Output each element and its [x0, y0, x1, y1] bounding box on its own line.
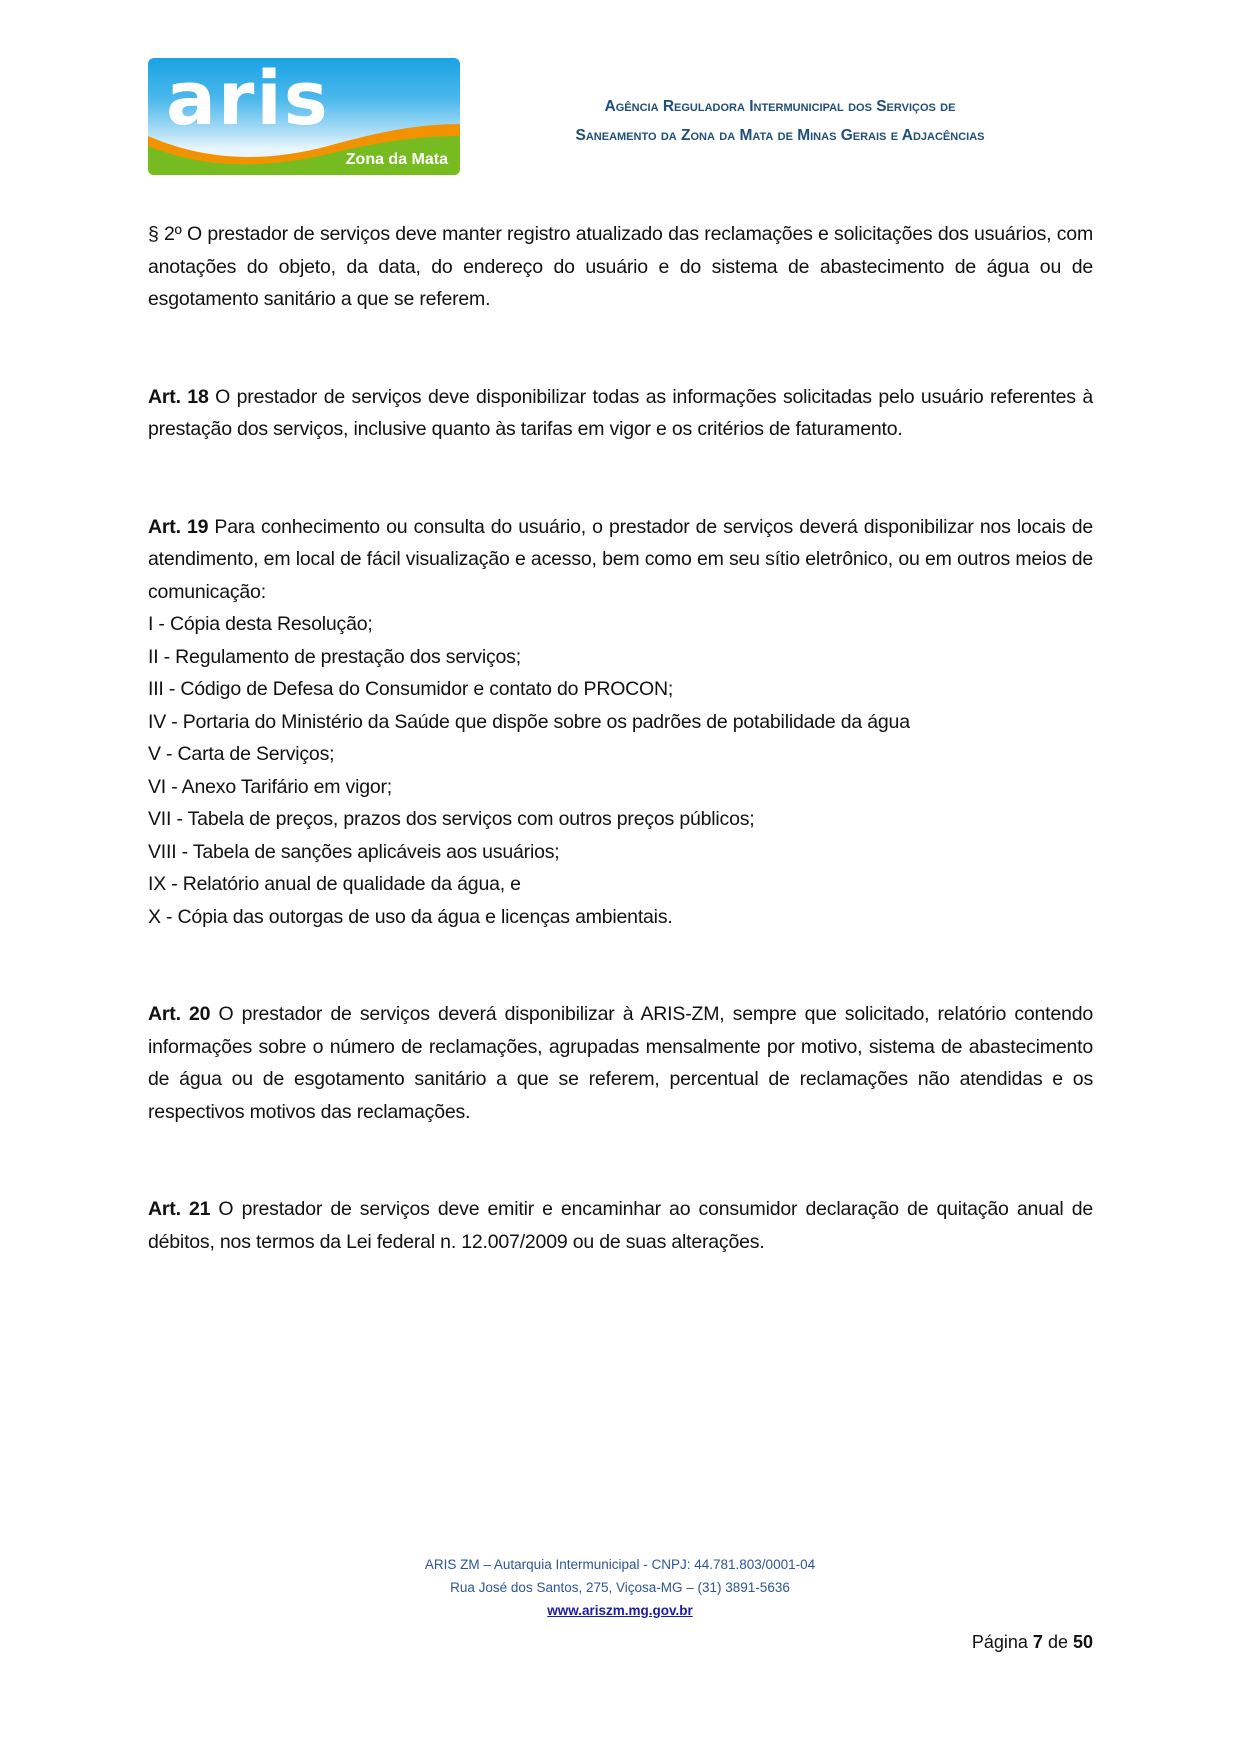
article-20 — [148, 998, 1093, 1128]
page-separator: de — [1042, 1632, 1073, 1652]
list-item: I - Cópia desta Resolução; — [148, 613, 373, 635]
page-prefix: Página — [971, 1632, 1033, 1652]
list-item: V - Carta de Serviços; — [148, 743, 335, 765]
article-21-text: O prestador de serviços deve emitir e encaminhar ao consumidor declaração de quitação anual de débitos, nos termos da Lei federal n. 12.007/2009 ou de suas alterações. — [148, 1198, 1093, 1253]
page-footer — [380, 1553, 860, 1622]
page-number — [972, 1632, 1093, 1653]
list-item: VII - Tabela de preços, prazos dos serviços com outros preços públicos; — [148, 808, 755, 830]
total-pages: 50 — [1072, 1632, 1093, 1652]
current-page: 7 — [1032, 1632, 1043, 1652]
article-19-text: Para conhecimento ou consulta do usuário, o prestador de serviços deverá disponibilizar nos locais de atendimento, em local de fácil visualização e acesso, bem como em seu sítio eletrônico, ou em outros meios de comunicação: — [148, 515, 1093, 603]
aris-logo — [148, 58, 460, 175]
list-item: III - Código de Defesa do Consumidor e contato do PROCON; — [148, 678, 674, 700]
list-item: II - Regulamento de prestação dos serviços; — [148, 645, 521, 668]
agency-line-2: Saneamento da Zona da Mata de Minas Gerais e Adjacências — [575, 127, 985, 144]
document-body — [148, 218, 1093, 1258]
footer-line-2: Rua José dos Santos, 275, Viçosa-MG – (31) 3891-5636 — [450, 1580, 790, 1595]
article-19 — [148, 511, 1093, 609]
list-item: IX - Relatório anual de qualidade da água, e — [148, 873, 521, 895]
article-19-label: Art. 19 — [148, 515, 209, 538]
article-18-text: O prestador de serviços deve disponibilizar todas as informações solicitadas pelo usuário referentes à prestação dos serviços, inclusive quanto às tarifas em vigor e os critérios de faturamento. — [148, 385, 1093, 440]
list-item: VI - Anexo Tarifário em vigor; — [148, 775, 392, 798]
list-item: X - Cópia das outorgas de uso da água e licenças ambientais. — [148, 905, 673, 928]
article-21 — [148, 1193, 1093, 1258]
article-18-label: Art. 18 — [148, 385, 209, 408]
agency-line-1: Agência Reguladora Intermunicipal dos Serviços de — [604, 98, 956, 115]
article-20-text: O prestador de serviços deverá disponibilizar à ARIS-ZM, sempre que solicitado, relatório contendo informações sobre o número de reclamações, agrupadas mensalmente por motivo, sistema de abastecimento de água ou de esgotamento sanitário a que se referem, percentual de reclamações não atendidas e os respectivos motivos das reclamações. — [148, 1003, 1093, 1123]
logo-subtitle: Zona da Mata — [345, 151, 448, 168]
article-20-label: Art. 20 — [148, 1003, 211, 1025]
logo-wordmark: aris — [166, 58, 330, 142]
list-item: IV - Portaria do Ministério da Saúde que dispõe sobre os padrões de potabilidade da água — [148, 710, 910, 733]
agency-name — [500, 92, 1060, 150]
paragraph-2: § 2º O prestador de serviços deve manter registro atualizado das reclamações e solicitações dos usuários, com anotações do objeto, da data, do endereço do usuário e do sistema de abastecimento de água ou de esgotamento sanitário a que se referem. — [148, 223, 1093, 310]
article-21-label: Art. 21 — [148, 1198, 211, 1220]
article-18 — [148, 381, 1093, 446]
website-link[interactable]: www.ariszm.mg.gov.br — [547, 1603, 693, 1618]
article-19-list — [148, 608, 1093, 933]
footer-line-1: ARIS ZM – Autarquia Intermunicipal - CNPJ: 44.781.803/0001-04 — [424, 1557, 816, 1572]
list-item: VIII - Tabela de sanções aplicáveis aos usuários; — [148, 840, 560, 863]
